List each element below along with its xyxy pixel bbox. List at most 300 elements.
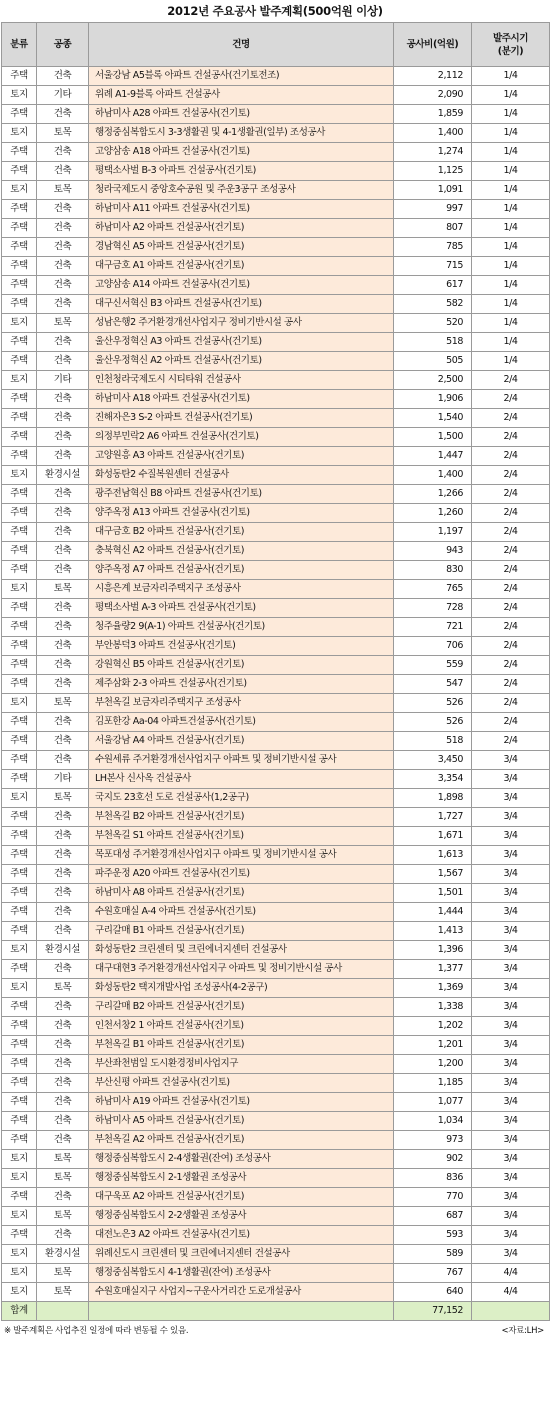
- table-row: [2, 770, 550, 789]
- cell-project-name: 인천청라국제도시 시티타워 건설공사: [89, 371, 394, 390]
- table-row: [2, 789, 550, 808]
- cell-category: 주택: [2, 827, 37, 846]
- cell-work-type: 건축: [37, 504, 89, 523]
- construction-plan-table: [1, 22, 550, 1321]
- cell-category: 토지: [2, 1169, 37, 1188]
- table-row: [2, 903, 550, 922]
- cell-work-type: 건축: [37, 865, 89, 884]
- cell-order-quarter: 1/4: [472, 333, 550, 352]
- cell-cost: 1,898: [394, 789, 472, 808]
- cell-work-type: 기타: [37, 770, 89, 789]
- cell-project-name: 부천옥길 B2 아파트 건설공사(건기토): [89, 808, 394, 827]
- cell-category: 토지: [2, 1283, 37, 1302]
- cell-category: 주택: [2, 903, 37, 922]
- cell-work-type: 건축: [37, 352, 89, 371]
- cell-project-name: 부산좌천범일 도시환경정비사업지구: [89, 1055, 394, 1074]
- cell-category: 주택: [2, 1074, 37, 1093]
- cell-work-type: 토목: [37, 694, 89, 713]
- cell-work-type: 건축: [37, 618, 89, 637]
- cell-category: 주택: [2, 105, 37, 124]
- cell-cost: 617: [394, 276, 472, 295]
- cell-project-name: 구리갈매 B1 아파트 건설공사(건기토): [89, 922, 394, 941]
- cell-work-type: 건축: [37, 485, 89, 504]
- cell-cost: 547: [394, 675, 472, 694]
- cell-work-type: 건축: [37, 1017, 89, 1036]
- cell-project-name: 대구대현3 주거환경개선사업지구 아파트 및 정비기반시설 공사: [89, 960, 394, 979]
- cell-category: 토지: [2, 580, 37, 599]
- cell-work-type: 건축: [37, 884, 89, 903]
- cell-order-quarter: 3/4: [472, 827, 550, 846]
- cell-work-type: 토목: [37, 979, 89, 998]
- cell-project-name: 수원호매실 A-4 아파트 건설공사(건기토): [89, 903, 394, 922]
- cell-cost: 520: [394, 314, 472, 333]
- cell-order-quarter: 2/4: [472, 466, 550, 485]
- cell-order-quarter: 3/4: [472, 1074, 550, 1093]
- cell-category: 주택: [2, 960, 37, 979]
- table-row: [2, 105, 550, 124]
- cell-work-type: 건축: [37, 751, 89, 770]
- cell-work-type: 토목: [37, 181, 89, 200]
- cell-project-name: 광주전남혁신 B8 아파트 건설공사(건기토): [89, 485, 394, 504]
- cell-cost: 1,727: [394, 808, 472, 827]
- cell-work-type: 토목: [37, 1169, 89, 1188]
- table-row: [2, 371, 550, 390]
- table-row: [2, 466, 550, 485]
- cell-work-type: 건축: [37, 333, 89, 352]
- cell-order-quarter: 4/4: [472, 1264, 550, 1283]
- cell-category: 주택: [2, 333, 37, 352]
- cell-cost: 1,859: [394, 105, 472, 124]
- cell-order-quarter: 2/4: [472, 561, 550, 580]
- cell-work-type: 건축: [37, 808, 89, 827]
- cell-project-name: 대구신서혁신 B3 아파트 건설공사(건기토): [89, 295, 394, 314]
- cell-cost: 1,444: [394, 903, 472, 922]
- cell-category: 주택: [2, 1226, 37, 1245]
- cell-cost: 1,274: [394, 143, 472, 162]
- table-row: [2, 599, 550, 618]
- cell-work-type: 기타: [37, 371, 89, 390]
- table-row: [2, 295, 550, 314]
- cell-project-name: 부천옥길 보금자리주택지구 조성공사: [89, 694, 394, 713]
- header-row: [2, 23, 550, 67]
- cell-work-type: 토목: [37, 314, 89, 333]
- cell-project-name: 청라국제도시 중앙호수공원 및 주운3공구 조성공사: [89, 181, 394, 200]
- cell-cost: 715: [394, 257, 472, 276]
- cell-cost: 1,266: [394, 485, 472, 504]
- cell-category: 주택: [2, 732, 37, 751]
- cell-order-quarter: 1/4: [472, 124, 550, 143]
- cell-project-name: 서울강남 A5블록 아파트 건설공사(건기토전조): [89, 67, 394, 86]
- cell-work-type: 건축: [37, 846, 89, 865]
- cell-order-quarter: 3/4: [472, 979, 550, 998]
- cell-project-name: 김포한강 Aa-04 아파트건설공사(건기토): [89, 713, 394, 732]
- cell-work-type: 환경시설: [37, 466, 89, 485]
- cell-work-type: 건축: [37, 523, 89, 542]
- cell-project-name: LH본사 신사옥 건설공사: [89, 770, 394, 789]
- cell-project-name: 행정중심복합도시 2-2생활권 조성공사: [89, 1207, 394, 1226]
- cell-order-quarter: 3/4: [472, 1131, 550, 1150]
- table-row: [2, 504, 550, 523]
- cell-project-name: 대구욱포 A2 아파트 건설공사(건기토): [89, 1188, 394, 1207]
- total-empty: [472, 1302, 550, 1321]
- cell-order-quarter: 2/4: [472, 713, 550, 732]
- cell-project-name: 부천옥길 B1 아파트 건설공사(건기토): [89, 1036, 394, 1055]
- cell-category: 토지: [2, 181, 37, 200]
- cell-cost: 1,369: [394, 979, 472, 998]
- cell-category: 주택: [2, 656, 37, 675]
- cell-cost: 593: [394, 1226, 472, 1245]
- cell-work-type: 건축: [37, 1036, 89, 1055]
- table-row: [2, 67, 550, 86]
- cell-cost: 1,377: [394, 960, 472, 979]
- cell-category: 주택: [2, 1055, 37, 1074]
- cell-category: 토지: [2, 124, 37, 143]
- cell-cost: 1,906: [394, 390, 472, 409]
- cell-project-name: 평택소사벌 B-3 아파트 건설공사(건기토): [89, 162, 394, 181]
- cell-order-quarter: 2/4: [472, 580, 550, 599]
- cell-project-name: 하남미사 A18 아파트 건설공사(건기토): [89, 390, 394, 409]
- table-row: [2, 694, 550, 713]
- cell-order-quarter: 2/4: [472, 637, 550, 656]
- cell-work-type: 건축: [37, 637, 89, 656]
- table-row: [2, 86, 550, 105]
- cell-project-name: 국지도 23호선 도로 건설공사(1,2공구): [89, 789, 394, 808]
- cell-order-quarter: 3/4: [472, 1150, 550, 1169]
- source-note: <자료:LH>: [501, 1326, 544, 1336]
- cell-category: 주택: [2, 713, 37, 732]
- cell-category: 주택: [2, 751, 37, 770]
- cell-category: 토지: [2, 789, 37, 808]
- table-row: [2, 561, 550, 580]
- cell-project-name: 하남미사 A28 아파트 건설공사(건기토): [89, 105, 394, 124]
- cell-order-quarter: 3/4: [472, 751, 550, 770]
- cell-category: 주택: [2, 162, 37, 181]
- cell-work-type: 건축: [37, 67, 89, 86]
- cell-category: 토지: [2, 941, 37, 960]
- cell-cost: 640: [394, 1283, 472, 1302]
- cell-cost: 1,338: [394, 998, 472, 1017]
- cell-work-type: 건축: [37, 903, 89, 922]
- cell-project-name: 충북혁신 A2 아파트 건설공사(건기토): [89, 542, 394, 561]
- cell-cost: 943: [394, 542, 472, 561]
- cell-category: 주택: [2, 295, 37, 314]
- cell-order-quarter: 2/4: [472, 694, 550, 713]
- cell-work-type: 건축: [37, 1226, 89, 1245]
- cell-cost: 785: [394, 238, 472, 257]
- cell-category: 주택: [2, 998, 37, 1017]
- cell-project-name: 대구금호 B2 아파트 건설공사(건기토): [89, 523, 394, 542]
- table-row: [2, 542, 550, 561]
- cell-project-name: 부산신평 아파트 건설공사(건기토): [89, 1074, 394, 1093]
- cell-cost: 721: [394, 618, 472, 637]
- cell-order-quarter: 1/4: [472, 105, 550, 124]
- cell-order-quarter: 2/4: [472, 371, 550, 390]
- table-row: [2, 1112, 550, 1131]
- cell-order-quarter: 3/4: [472, 884, 550, 903]
- table-row: [2, 200, 550, 219]
- header-project-name: 건명: [89, 23, 394, 67]
- table-row: [2, 1055, 550, 1074]
- total-empty: [89, 1302, 394, 1321]
- cell-category: 주택: [2, 428, 37, 447]
- cell-cost: 1,197: [394, 523, 472, 542]
- cell-order-quarter: 3/4: [472, 1093, 550, 1112]
- cell-category: 주택: [2, 276, 37, 295]
- cell-category: 주택: [2, 846, 37, 865]
- cell-order-quarter: 3/4: [472, 808, 550, 827]
- cell-order-quarter: 3/4: [472, 1245, 550, 1264]
- cell-cost: 559: [394, 656, 472, 675]
- cell-project-name: 구리갈매 B2 아파트 건설공사(건기토): [89, 998, 394, 1017]
- cell-work-type: 건축: [37, 732, 89, 751]
- cell-cost: 1,260: [394, 504, 472, 523]
- cell-work-type: 건축: [37, 390, 89, 409]
- cell-cost: 1,400: [394, 466, 472, 485]
- cell-work-type: 환경시설: [37, 1245, 89, 1264]
- table-row: [2, 960, 550, 979]
- table-row: [2, 162, 550, 181]
- cell-order-quarter: 1/4: [472, 200, 550, 219]
- cell-cost: 3,450: [394, 751, 472, 770]
- cell-category: 주택: [2, 1036, 37, 1055]
- table-row: [2, 447, 550, 466]
- cell-category: 주택: [2, 409, 37, 428]
- cell-work-type: 건축: [37, 998, 89, 1017]
- total-label: 합계: [2, 1302, 37, 1321]
- cell-work-type: 건축: [37, 542, 89, 561]
- table-row: [2, 523, 550, 542]
- cell-order-quarter: 3/4: [472, 922, 550, 941]
- cell-project-name: 진해자은3 S-2 아파트 건설공사(건기토): [89, 409, 394, 428]
- cell-work-type: 건축: [37, 162, 89, 181]
- cell-project-name: 서울강남 A4 아파트 건설공사(건기토): [89, 732, 394, 751]
- cell-cost: 1,202: [394, 1017, 472, 1036]
- table-row: [2, 1226, 550, 1245]
- cell-project-name: 화성동탄2 수질복원센터 건설공사: [89, 466, 394, 485]
- cell-project-name: 고양원흥 A3 아파트 건설공사(건기토): [89, 447, 394, 466]
- cell-category: 주택: [2, 523, 37, 542]
- cell-cost: 902: [394, 1150, 472, 1169]
- cell-work-type: 건축: [37, 922, 89, 941]
- cell-category: 토지: [2, 1264, 37, 1283]
- cell-cost: 1,034: [394, 1112, 472, 1131]
- cell-order-quarter: 1/4: [472, 86, 550, 105]
- table-row: [2, 656, 550, 675]
- cell-category: 주택: [2, 1093, 37, 1112]
- table-row: [2, 865, 550, 884]
- cell-project-name: 위례 A1-9블록 아파트 건설공사: [89, 86, 394, 105]
- cell-cost: 505: [394, 352, 472, 371]
- cell-order-quarter: 2/4: [472, 599, 550, 618]
- cell-cost: 1,200: [394, 1055, 472, 1074]
- cell-cost: 973: [394, 1131, 472, 1150]
- cell-work-type: 건축: [37, 447, 89, 466]
- table-row: [2, 922, 550, 941]
- cell-category: 주택: [2, 808, 37, 827]
- cell-work-type: 건축: [37, 105, 89, 124]
- cell-work-type: 건축: [37, 257, 89, 276]
- table-row: [2, 751, 550, 770]
- cell-project-name: 하남미사 A5 아파트 건설공사(건기토): [89, 1112, 394, 1131]
- cell-cost: 770: [394, 1188, 472, 1207]
- cell-work-type: 건축: [37, 599, 89, 618]
- cell-work-type: 건축: [37, 200, 89, 219]
- cell-work-type: 건축: [37, 276, 89, 295]
- cell-order-quarter: 3/4: [472, 789, 550, 808]
- table-row: [2, 1264, 550, 1283]
- cell-category: 주택: [2, 865, 37, 884]
- table-row: [2, 124, 550, 143]
- cell-project-name: 행정중심복합도시 2-1생활권 조성공사: [89, 1169, 394, 1188]
- cell-cost: 1,201: [394, 1036, 472, 1055]
- footer: [0, 1321, 550, 1336]
- table-row: [2, 1188, 550, 1207]
- cell-order-quarter: 2/4: [472, 485, 550, 504]
- cell-work-type: 기타: [37, 86, 89, 105]
- cell-project-name: 청주율량2 9(A-1) 아파트 건설공사(건기토): [89, 618, 394, 637]
- cell-category: 주택: [2, 637, 37, 656]
- cell-category: 토지: [2, 371, 37, 390]
- cell-category: 주택: [2, 200, 37, 219]
- cell-work-type: 건축: [37, 656, 89, 675]
- table-row: [2, 713, 550, 732]
- cell-cost: 1,447: [394, 447, 472, 466]
- cell-cost: 3,354: [394, 770, 472, 789]
- total-row: [2, 1302, 550, 1321]
- cell-project-name: 평택소사벌 A-3 아파트 건설공사(건기토): [89, 599, 394, 618]
- cell-order-quarter: 2/4: [472, 428, 550, 447]
- cell-cost: 1,396: [394, 941, 472, 960]
- cell-project-name: 행정중심복합도시 3-3생활권 및 4-1생활권(일부) 조성공사: [89, 124, 394, 143]
- cell-category: 주택: [2, 219, 37, 238]
- cell-order-quarter: 1/4: [472, 295, 550, 314]
- cell-category: 주택: [2, 485, 37, 504]
- cell-work-type: 토목: [37, 1207, 89, 1226]
- table-row: [2, 732, 550, 751]
- cell-order-quarter: 2/4: [472, 447, 550, 466]
- cell-project-name: 화성동탄2 택지개발사업 조성공사(4-2공구): [89, 979, 394, 998]
- cell-category: 주택: [2, 143, 37, 162]
- cell-category: 주택: [2, 504, 37, 523]
- cell-work-type: 건축: [37, 675, 89, 694]
- cell-work-type: 건축: [37, 1093, 89, 1112]
- table-row: [2, 1074, 550, 1093]
- cell-project-name: 하남미사 A2 아파트 건설공사(건기토): [89, 219, 394, 238]
- cell-work-type: 토목: [37, 580, 89, 599]
- cell-work-type: 토목: [37, 1283, 89, 1302]
- header-category: 분류: [2, 23, 37, 67]
- cell-work-type: 토목: [37, 124, 89, 143]
- table-row: [2, 314, 550, 333]
- cell-cost: 1,077: [394, 1093, 472, 1112]
- cell-category: 주택: [2, 599, 37, 618]
- cell-work-type: 건축: [37, 1055, 89, 1074]
- table-row: [2, 1017, 550, 1036]
- table-row: [2, 143, 550, 162]
- cell-project-name: 수원세류 주거환경개선사업지구 아파트 및 정비기반시설 공사: [89, 751, 394, 770]
- cell-cost: 767: [394, 1264, 472, 1283]
- cell-order-quarter: 1/4: [472, 67, 550, 86]
- total-empty: [37, 1302, 89, 1321]
- table-body: [2, 67, 550, 1321]
- cell-project-name: 목포대성 주거환경개선사업지구 아파트 및 정비기반시설 공사: [89, 846, 394, 865]
- cell-order-quarter: 1/4: [472, 162, 550, 181]
- cell-work-type: 토목: [37, 1150, 89, 1169]
- cell-order-quarter: 3/4: [472, 1207, 550, 1226]
- cell-project-name: 양주옥정 A7 아파트 건설공사(건기토): [89, 561, 394, 580]
- cell-category: 주택: [2, 675, 37, 694]
- cell-project-name: 강원혁신 B5 아파트 건설공사(건기토): [89, 656, 394, 675]
- cell-category: 주택: [2, 770, 37, 789]
- table-title: 2012년 주요공사 발주계획(500억원 이상): [167, 4, 383, 18]
- cell-cost: 830: [394, 561, 472, 580]
- cell-category: 주택: [2, 390, 37, 409]
- table-row: [2, 1245, 550, 1264]
- table-row: [2, 181, 550, 200]
- table-row: [2, 637, 550, 656]
- cell-cost: 526: [394, 713, 472, 732]
- cell-project-name: 파주운정 A20 아파트 건설공사(건기토): [89, 865, 394, 884]
- cell-cost: 706: [394, 637, 472, 656]
- cell-cost: 1,400: [394, 124, 472, 143]
- cell-order-quarter: 3/4: [472, 1112, 550, 1131]
- cell-project-name: 대구금호 A1 아파트 건설공사(건기토): [89, 257, 394, 276]
- cell-category: 토지: [2, 694, 37, 713]
- cell-category: 주택: [2, 884, 37, 903]
- cell-category: 토지: [2, 86, 37, 105]
- cell-work-type: 환경시설: [37, 941, 89, 960]
- cell-cost: 1,567: [394, 865, 472, 884]
- cell-cost: 582: [394, 295, 472, 314]
- cell-project-name: 하남미사 A11 아파트 건설공사(건기토): [89, 200, 394, 219]
- cell-order-quarter: 1/4: [472, 143, 550, 162]
- header-cost: 공사비(억원): [394, 23, 472, 67]
- cell-work-type: 건축: [37, 960, 89, 979]
- cell-order-quarter: 3/4: [472, 1226, 550, 1245]
- table-row: [2, 1150, 550, 1169]
- cell-project-name: 수원호매실지구 사업지~구운사거리간 도로개설공사: [89, 1283, 394, 1302]
- cell-project-name: 시흥은계 보금자리주택지구 조성공사: [89, 580, 394, 599]
- cell-cost: 997: [394, 200, 472, 219]
- cell-order-quarter: 1/4: [472, 181, 550, 200]
- cell-category: 주택: [2, 618, 37, 637]
- cell-work-type: 건축: [37, 1131, 89, 1150]
- cell-cost: 2,500: [394, 371, 472, 390]
- table-row: [2, 1207, 550, 1226]
- cell-order-quarter: 3/4: [472, 1017, 550, 1036]
- cell-project-name: 행정중심복합도시 2-4생활권(잔여) 조성공사: [89, 1150, 394, 1169]
- table-row: [2, 827, 550, 846]
- cell-order-quarter: 1/4: [472, 352, 550, 371]
- cell-project-name: 대전노은3 A2 아파트 건설공사(건기토): [89, 1226, 394, 1245]
- cell-order-quarter: 1/4: [472, 238, 550, 257]
- cell-project-name: 인천서창2 1 아파트 건설공사(건기토): [89, 1017, 394, 1036]
- cell-project-name: 하남미사 A8 아파트 건설공사(건기토): [89, 884, 394, 903]
- cell-order-quarter: 3/4: [472, 846, 550, 865]
- table-row: [2, 409, 550, 428]
- cell-category: 토지: [2, 1150, 37, 1169]
- cell-cost: 589: [394, 1245, 472, 1264]
- table-row: [2, 352, 550, 371]
- cell-category: 주택: [2, 67, 37, 86]
- cell-work-type: 건축: [37, 238, 89, 257]
- cell-category: 주택: [2, 922, 37, 941]
- cell-order-quarter: 1/4: [472, 257, 550, 276]
- table-row: [2, 257, 550, 276]
- cell-order-quarter: 2/4: [472, 504, 550, 523]
- cell-project-name: 위례신도시 크린센터 및 크린에너지센터 건설공사: [89, 1245, 394, 1264]
- cell-order-quarter: 2/4: [472, 409, 550, 428]
